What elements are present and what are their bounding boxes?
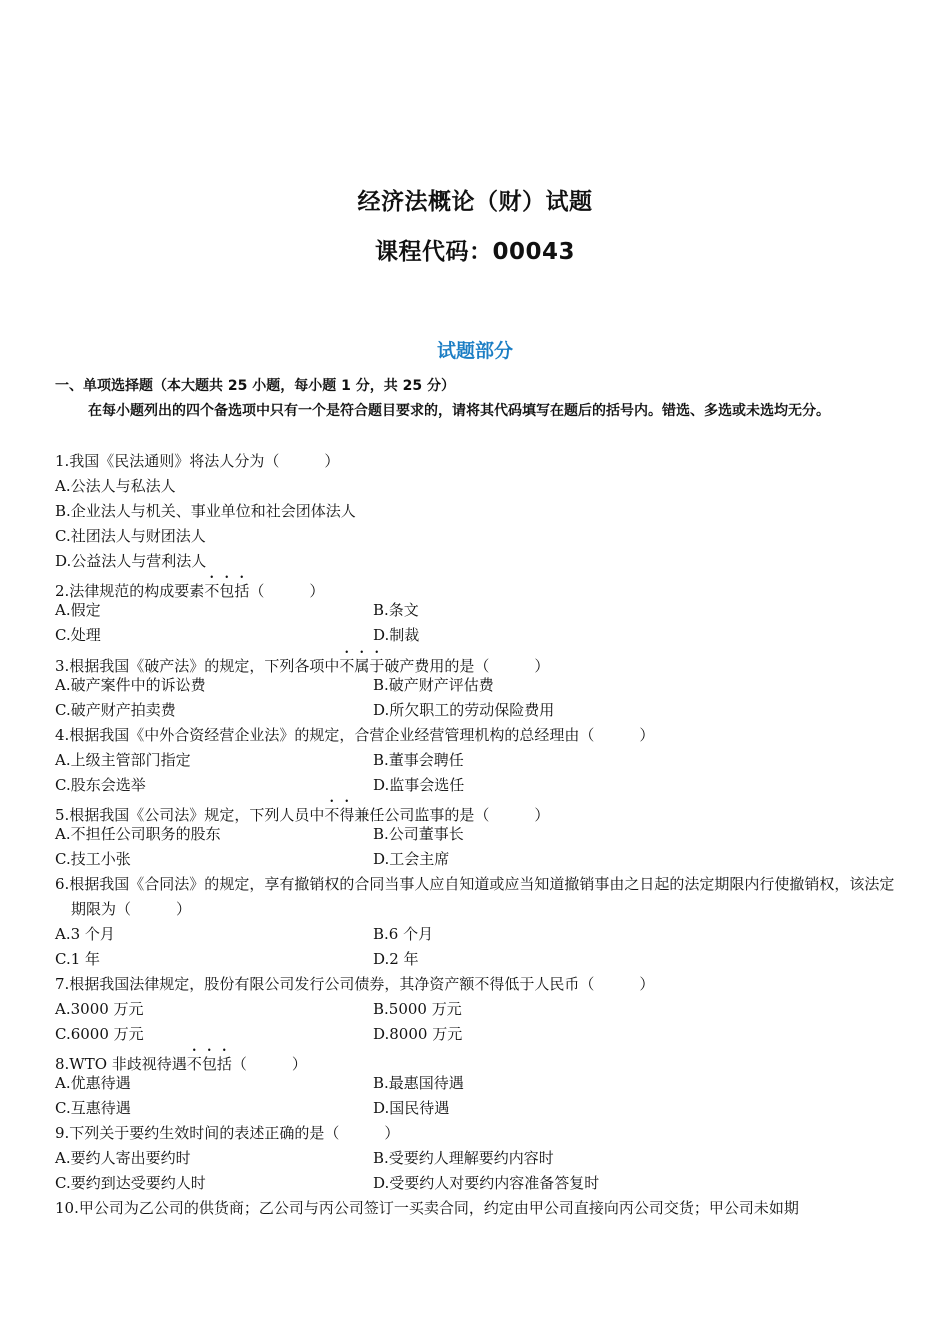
question-6-options-row-1 bbox=[55, 922, 900, 947]
question-7-option-c: C.6000 万元 bbox=[55, 1024, 144, 1043]
question-9-option-a: A.要约人寄出要约时 bbox=[55, 1148, 191, 1167]
question-5-stem-pre: 5.根据我国《公司法》规定，下列人员中 bbox=[55, 806, 325, 825]
question-9-option-c: C.要约到达受要约人时 bbox=[55, 1173, 206, 1192]
question-2-stem-post: （ ） bbox=[249, 582, 325, 601]
question-1-option-d: D.公益法人与营利法人 bbox=[55, 551, 207, 570]
question-9-option-b: B.受要约人理解要约内容时 bbox=[373, 1148, 554, 1167]
question-8-option-b: B.最惠国待遇 bbox=[373, 1074, 464, 1093]
question-2-option-b: B.条文 bbox=[373, 601, 419, 620]
question-6-stem: 6.根据我国《合同法》的规定，享有撤销权的合同当事人应自知道或应当知道撤销事由之日起的法定期限内行使撤销权，该法定期限为（ ） bbox=[55, 875, 895, 919]
question-3-options-row-1 bbox=[55, 673, 900, 698]
question-5-stem bbox=[55, 797, 900, 825]
question-3-stem bbox=[55, 648, 900, 676]
question-7-options-row-2 bbox=[55, 1022, 900, 1047]
question-2-option-a: A.假定 bbox=[55, 601, 101, 620]
question-7-option-d: D.8000 万元 bbox=[373, 1024, 463, 1043]
question-7-option-a: A.3000 万元 bbox=[55, 999, 144, 1018]
question-4-option-a: A.上级主管部门指定 bbox=[55, 750, 191, 769]
question-8-option-c: C.互惠待遇 bbox=[55, 1099, 131, 1118]
question-1-option-c: C.社团法人与财团法人 bbox=[55, 526, 206, 545]
question-6-option-b: B.6 个月 bbox=[373, 924, 434, 943]
question-2-stem bbox=[55, 573, 900, 601]
question-3-stem-pre: 3.根据我国《破产法》的规定，下列各项中 bbox=[55, 657, 340, 676]
question-7-option-b: B.5000 万元 bbox=[373, 999, 462, 1018]
question-5-stem-post: 兼任公司监事的是（ ） bbox=[354, 806, 550, 825]
question-2-options-row-1 bbox=[55, 598, 900, 623]
question-3-options-row-2 bbox=[55, 698, 900, 723]
question-3-emphasis: 不属于 bbox=[339, 657, 385, 676]
question-5-option-a: A.不担任公司职务的股东 bbox=[55, 825, 221, 844]
question-7-options-row-1 bbox=[55, 997, 900, 1022]
question-9-option-d: D.受要约人对要约内容准备答复时 bbox=[373, 1173, 600, 1192]
question-6-options-row-2 bbox=[55, 947, 900, 972]
question-5-option-b: B.公司董事长 bbox=[373, 825, 464, 844]
question-6-option-a: A.3 个月 bbox=[55, 924, 115, 943]
question-3-option-d: D.所欠职工的劳动保险费用 bbox=[373, 700, 555, 719]
question-5-options-row-2 bbox=[55, 847, 900, 872]
question-8-option-a: A.优惠待遇 bbox=[55, 1074, 131, 1093]
question-8-stem-post: （ ） bbox=[231, 1055, 307, 1074]
question-2-stem-pre: 2.法律规范的构成要素 bbox=[55, 582, 205, 601]
question-3-option-c: C.破产财产拍卖费 bbox=[55, 700, 176, 719]
question-4-stem: 4.根据我国《中外合资经营企业法》的规定，合营企业经营管理机构的总经理由（ ） bbox=[55, 725, 655, 744]
question-3-option-a: A.破产案件中的诉讼费 bbox=[55, 676, 206, 695]
question-4-options-row-1 bbox=[55, 748, 900, 773]
question-1-option-b: B.企业法人与机关、事业单位和社会团体法人 bbox=[55, 501, 356, 520]
question-4-options-row-2 bbox=[55, 773, 900, 798]
course-code: 课程代码：00043 bbox=[374, 239, 576, 265]
question-8-options-row-2 bbox=[55, 1096, 900, 1121]
question-8-emphasis: 不包括 bbox=[186, 1055, 232, 1074]
section-title: 试题部分 bbox=[436, 340, 513, 362]
question-1-option-a: A.公法人与私法人 bbox=[55, 476, 176, 495]
question-5-option-d: D.工会主席 bbox=[373, 850, 450, 869]
question-5-options-row-1 bbox=[55, 822, 900, 847]
question-3-stem-post: 破产费用的是（ ） bbox=[384, 657, 550, 676]
question-5-emphasis: 不得 bbox=[324, 806, 355, 825]
question-2-options-row-2 bbox=[55, 623, 900, 648]
question-9-options-row-1 bbox=[55, 1146, 900, 1171]
question-9-stem: 9.下列关于要约生效时间的表述正确的是（ ） bbox=[55, 1124, 400, 1143]
question-1-stem: 1.我国《民法通则》将法人分为（ ） bbox=[55, 452, 340, 470]
question-8-option-d: D.国民待遇 bbox=[373, 1099, 450, 1118]
question-6-option-d: D.2 年 bbox=[373, 949, 419, 968]
part-instruction: 在每小题列出的四个备选项中只有一个是符合题目要求的，请将其代码填写在题后的括号内。错选、多选或未选均无分。 bbox=[88, 403, 830, 419]
question-7-stem: 7.根据我国法律规定，股份有限公司发行公司债券，其净资产额不得低于人民币（ ） bbox=[55, 974, 655, 993]
question-5-option-c: C.技工小张 bbox=[55, 850, 131, 869]
question-8-options-row-1 bbox=[55, 1071, 900, 1096]
question-4-option-c: C.股东会选举 bbox=[55, 775, 146, 794]
question-6-option-c: C.1 年 bbox=[55, 949, 101, 968]
question-2-emphasis: 不包括 bbox=[204, 582, 250, 601]
question-2-option-c: C.处理 bbox=[55, 626, 101, 645]
question-list bbox=[55, 449, 900, 1221]
question-9-options-row-2 bbox=[55, 1171, 900, 1196]
question-8-stem-pre: 8.WTO 非歧视待遇 bbox=[55, 1055, 187, 1074]
part-heading: 一、单项选择题（本大题共 25 小题，每小题 1 分，共 25 分） bbox=[55, 378, 455, 394]
exam-title: 经济法概论（财）试题 bbox=[357, 189, 593, 215]
question-10-stem: 10.甲公司为乙公司的供货商；乙公司与丙公司签订一买卖合同，约定由甲公司直接向丙公司交货；甲公司未如期 bbox=[55, 1198, 799, 1217]
question-2-option-d: D.制裁 bbox=[373, 626, 420, 645]
question-4-option-b: B.董事会聘任 bbox=[373, 750, 464, 769]
question-8-stem bbox=[55, 1046, 900, 1074]
question-4-option-d: D.监事会选任 bbox=[373, 775, 465, 794]
question-3-option-b: B.破产财产评估费 bbox=[373, 676, 494, 695]
